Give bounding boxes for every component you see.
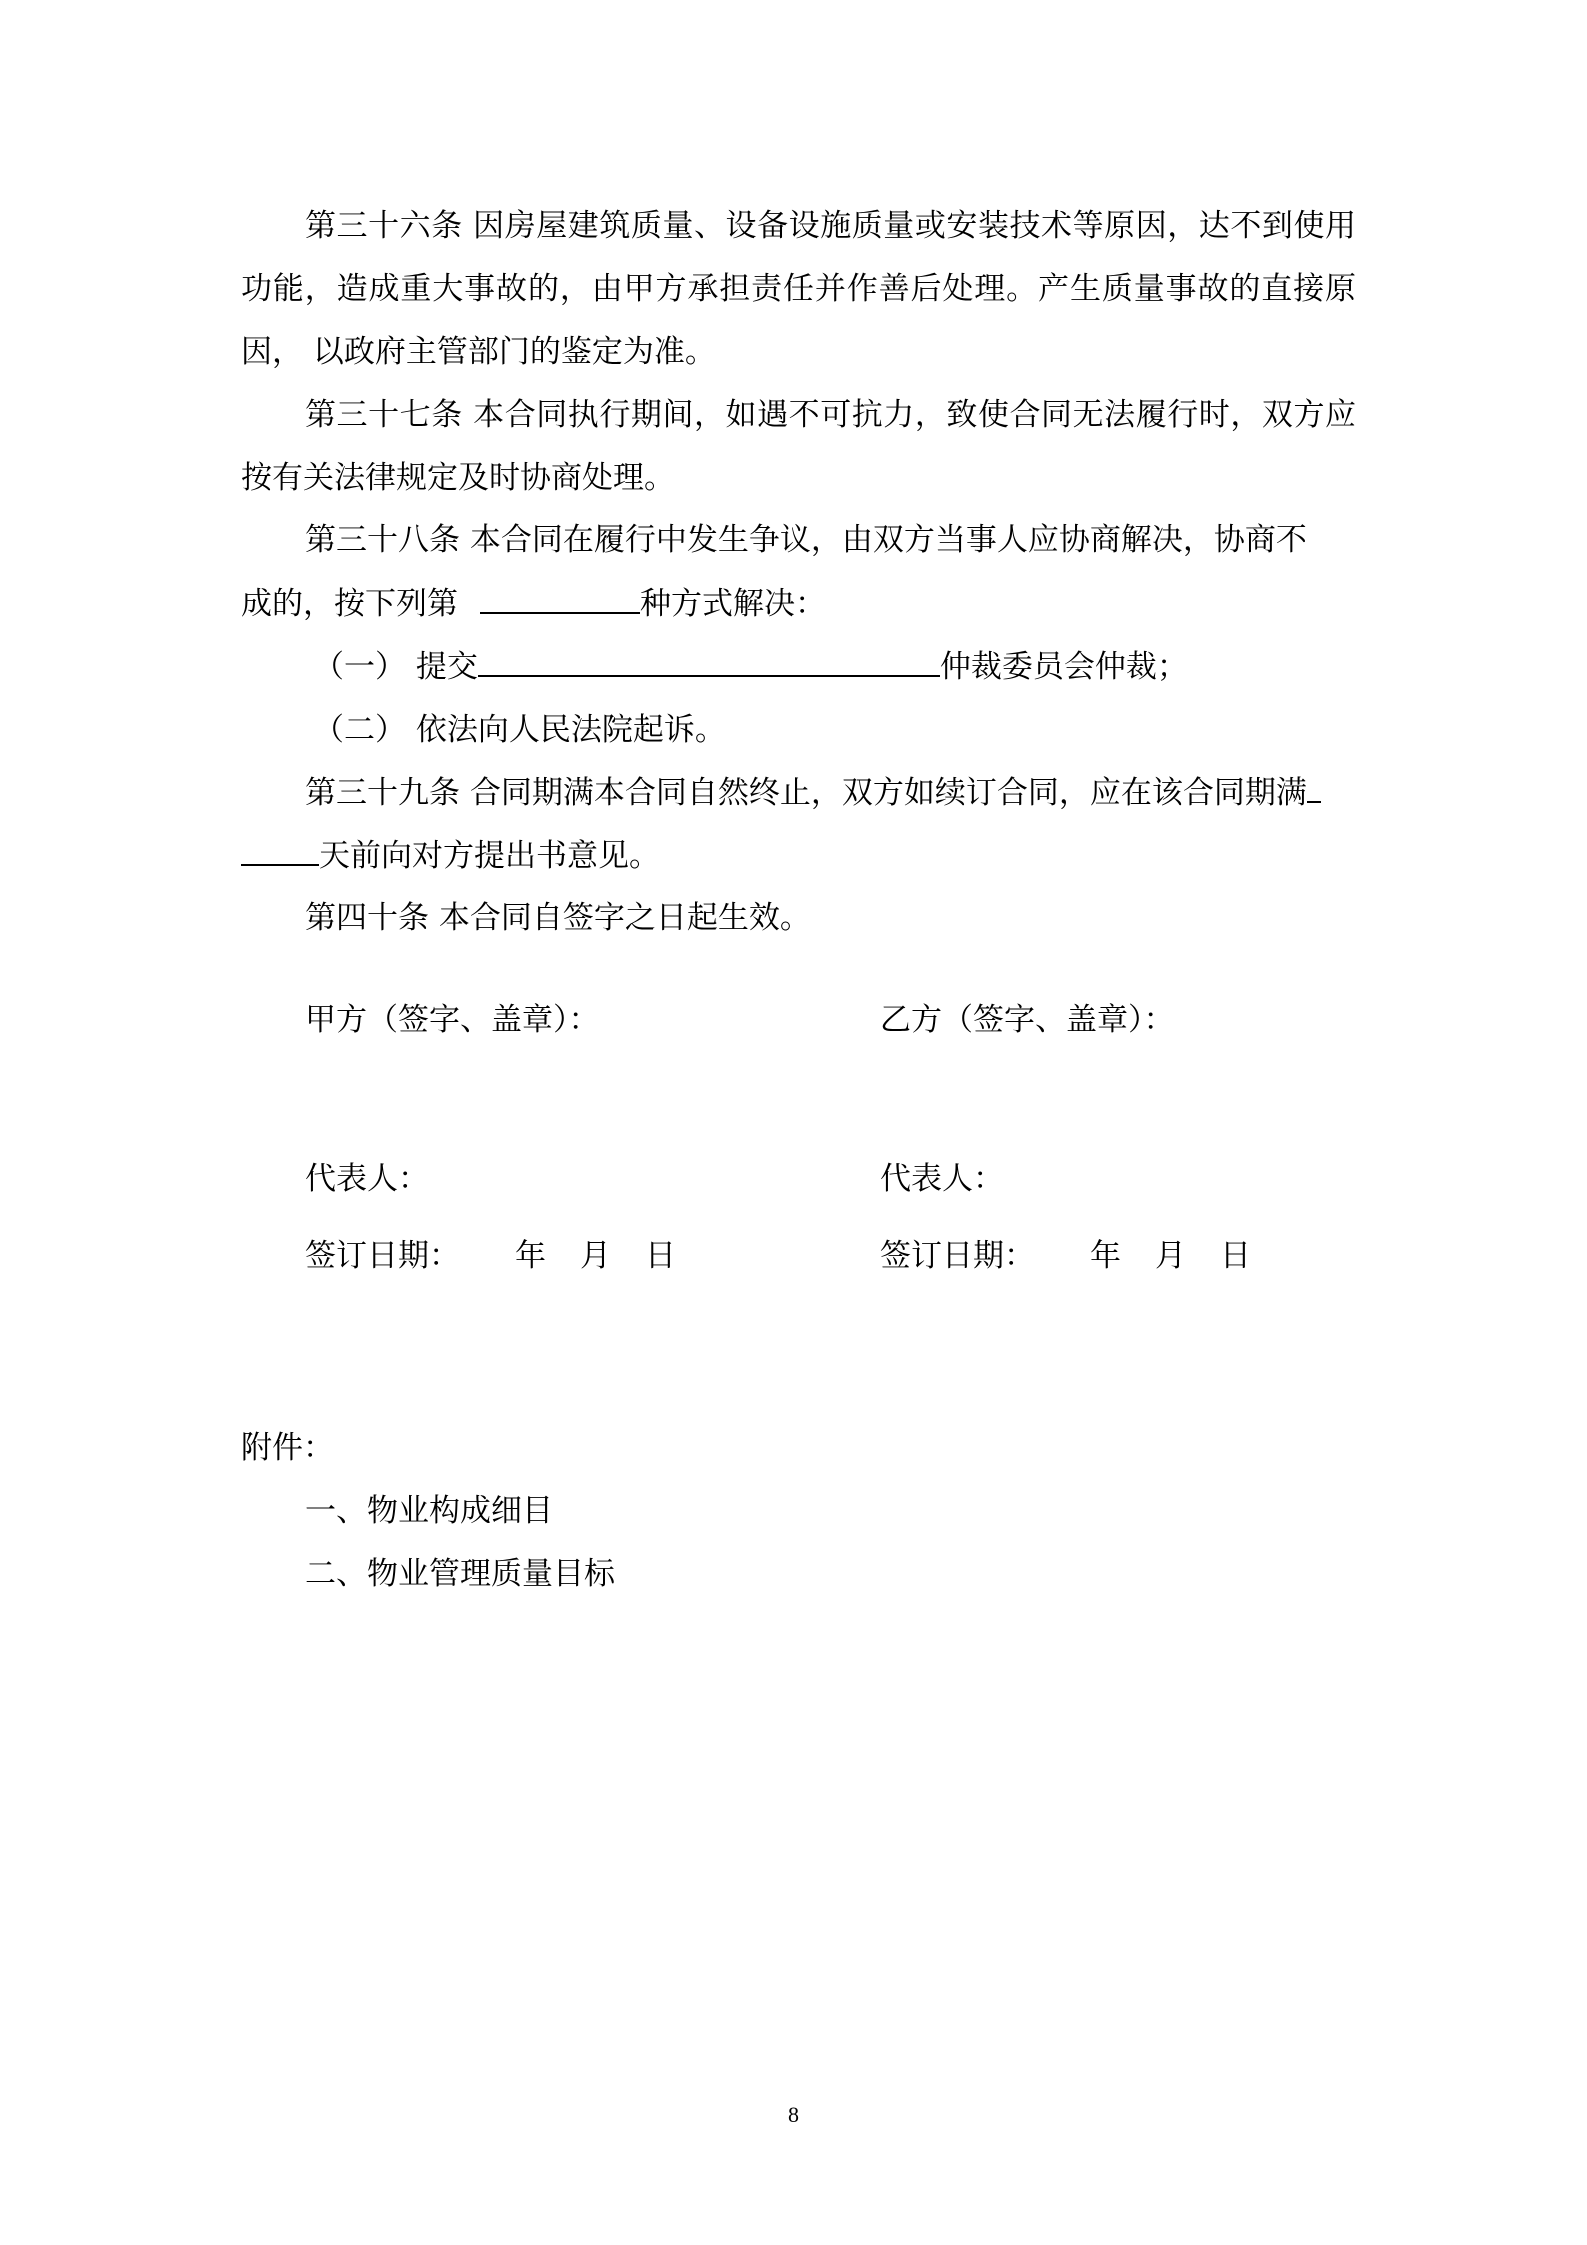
page-number: 8 (788, 2102, 799, 2127)
attachment-item-2: 二、物业管理质量目标 (305, 1556, 615, 1592)
article-39-line-1 (305, 773, 1321, 813)
article-40: 第四十条 本合同自签字之日起生效。 (305, 900, 811, 936)
month-label: 月 (1155, 1238, 1186, 1274)
date-label: 签订日期： (305, 1238, 460, 1274)
article-39-suffix: 天前向对方提出书意见。 (319, 838, 660, 874)
option-1-suffix: 仲裁委员会仲裁； (939, 649, 1188, 685)
day-label: 日 (645, 1238, 676, 1274)
article-38-line-1: 第三十八条 本合同在履行中发生争议，由双方当事人应协商解决，协商不 (305, 522, 1307, 558)
option-2: （二） 依法向人民法院起诉。 (313, 712, 726, 748)
year-label: 年 (515, 1238, 546, 1274)
party-a-signing-date (305, 1236, 676, 1276)
attachment-item-1: 一、物业构成细目 (305, 1493, 553, 1529)
method-number-blank[interactable] (480, 584, 640, 614)
day-label: 日 (1220, 1238, 1251, 1274)
year-label: 年 (1090, 1238, 1121, 1274)
article-38-suffix: 种方式解决： (640, 586, 826, 622)
arbitration-committee-blank[interactable] (478, 647, 940, 677)
notice-days-blank[interactable] (241, 836, 319, 866)
party-b-representative-label: 代表人： (880, 1161, 1004, 1197)
attachments-title: 附件： (241, 1430, 334, 1466)
party-a-representative-label: 代表人： (305, 1161, 429, 1197)
article-38-line-2 (241, 584, 826, 624)
date-label: 签订日期： (880, 1238, 1035, 1274)
notice-days-blank-start[interactable] (1307, 773, 1321, 803)
option-1-prefix: （一） 提交 (313, 649, 478, 685)
article-37: 第三十七条 本合同执行期间，如遇不可抗力，致使合同无法履行时，双方应按有关法律规定及时协商处理。 (241, 397, 1356, 496)
party-a-signature-label: 甲方（签字、盖章）： (305, 1002, 600, 1038)
article-36: 第三十六条 因房屋建筑质量、设备设施质量或安装技术等原因，达不到使用功能，造成重大事故的，由甲方承担责任并作善后处理。产生质量事故的直接原因， 以政府主管部门的鉴定为准。 (241, 208, 1356, 370)
article-39-text: 第三十九条 合同期满本合同自然终止，双方如续订合同，应在该合同期满 (305, 775, 1307, 811)
month-label: 月 (580, 1238, 611, 1274)
option-1 (313, 647, 1188, 687)
party-b-signature-label: 乙方（签字、盖章）： (880, 1002, 1175, 1038)
party-b-signing-date (880, 1236, 1251, 1276)
article-38-prefix: 成的，按下列第 (241, 586, 458, 622)
article-39-line-2 (241, 836, 660, 876)
